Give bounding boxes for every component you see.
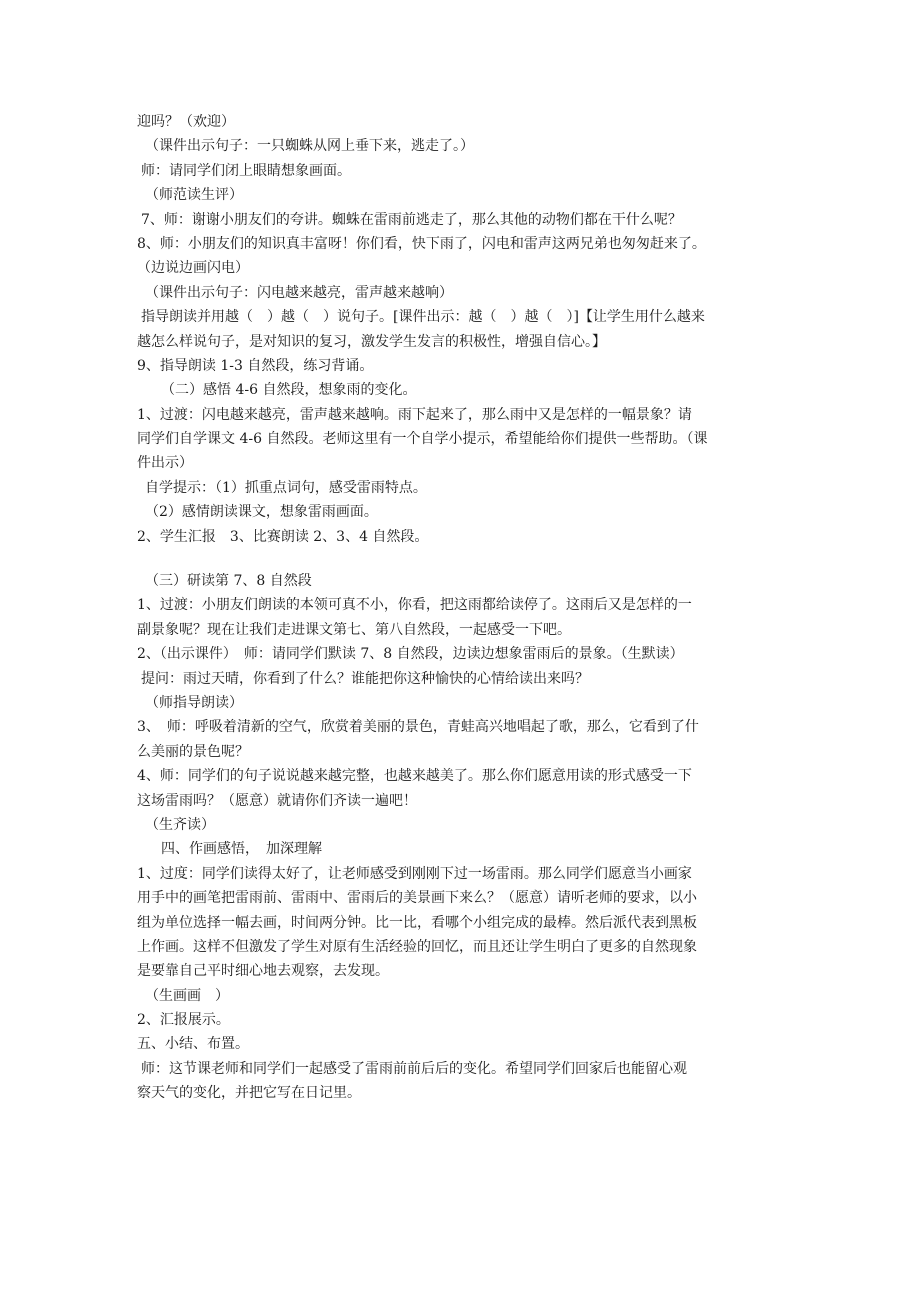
section-heading: （二）感悟 4-6 自然段，想象雨的变化。: [161, 382, 417, 399]
text-line: 组为单位选择一幅去画，时间两分钟。比一比，看哪个小组完成的最棒。然后派代表到黑板: [137, 914, 697, 931]
text-line: （2）感情朗读课文，想象雷雨画面。: [145, 504, 378, 521]
text-line: 提问：雨过天晴，你看到了什么？谁能把你这种愉快的心情给读出来吗？: [141, 670, 589, 687]
text-line: 8、师：小朋友们的知识真丰富呀！你们看，快下雨了，闪电和雷声这两兄弟也匆匆赶来了。: [137, 235, 706, 252]
text-line: 7、师：谢谢小朋友们的夸讲。蜘蛛在雷雨前逃走了，那么其他的动物们都在干什么呢？: [141, 211, 682, 228]
text-line: （边说边画闪电）: [137, 260, 249, 277]
text-line: （生画画 ）: [145, 987, 229, 1004]
text-line: 察天气的变化，并把它写在日记里。: [137, 1085, 361, 1102]
text-line: 1、过渡：闪电越来越亮，雷声越来越响。雨下起来了，那么雨中又是怎样的一幅景象？请: [137, 406, 692, 423]
text-line: （生齐读）: [145, 816, 215, 833]
text-line: 1、过度：同学们读得太好了，让老师感受到刚刚下过一场雷雨。那么同学们愿意当小画家: [137, 865, 692, 882]
section-heading: （三）研读第 7、8 自然段: [145, 573, 312, 590]
text-line: 上作画。这样不但激发了学生对原有生活经验的回忆，而且还让学生明白了更多的自然现象: [137, 938, 697, 955]
text-line: 师：请同学们闭上眼睛想象画面。: [141, 162, 351, 179]
text-line: 副景象呢？现在让我们走进课文第七、第八自然段，一起感受一下吧。: [137, 621, 571, 638]
text-line: 件出示）: [137, 455, 193, 472]
text-line: 是要靠自己平时细心地去观察，去发现。: [137, 963, 389, 980]
text-line: （课件出示句子：一只蜘蛛从网上垂下来，逃走了。）: [145, 138, 474, 155]
text-line: 师：这节课老师和同学们一起感受了雷雨前前后后的变化。希望同学们回家后也能留心观: [141, 1060, 687, 1077]
text-line: 3、 师：呼吸着清新的空气，欣赏着美丽的景色，青蛙高兴地唱起了歌，那么，它看到了什: [137, 719, 699, 736]
section-heading: 五、小结、布置。: [137, 1036, 249, 1053]
text-line: （课件出示句子：闪电越来越亮，雷声越来越响）: [145, 284, 453, 301]
section-heading: 四、作画感悟， 加深理解: [161, 841, 322, 858]
text-line: 这场雷雨吗？（愿意）就请你们齐读一遍吧！: [137, 792, 417, 809]
text-line: 么美丽的景色呢？: [137, 743, 249, 760]
text-line: 指导朗读并用越（ ）越（ ）说句子。[课件出示：越（ ）越（ ）]【让学生用什么越来: [141, 309, 705, 326]
text-line: 2、汇报展示。: [137, 1012, 230, 1029]
text-line: 自学提示：（1）抓重点词句，感受雷雨特点。: [145, 479, 427, 496]
text-line: （师范读生评）: [145, 187, 243, 204]
text-line: 用手中的画笔把雷雨前、雷雨中、雷雨后的美景画下来么？（愿意）请听老师的要求，以小: [137, 890, 697, 907]
text-line: 同学们自学课文 4-6 自然段。老师这里有一个自学小提示，希望能给你们提供一些帮助。（课: [137, 431, 708, 448]
text-line: 越怎么样说句子，是对知识的复习，激发学生发言的积极性，增强自信心。】: [137, 333, 606, 350]
text-line: 2、学生汇报 3、比赛朗读 2、3、4 自然段。: [137, 528, 429, 545]
paragraph-gap: [137, 549, 800, 569]
text-line: 1、过渡：小朋友们朗读的本领可真不小，你看，把这雨都给读停了。这雨后又是怎样的一: [137, 597, 692, 614]
text-line: （师指导朗读）: [145, 694, 243, 711]
text-line: 4、师：同学们的句子说说越来越完整，也越来越美了。那么你们愿意用读的形式感受一下: [137, 768, 692, 785]
text-line: 2、（出示课件） 师：请同学们默读 7、8 自然段，边读边想象雷雨后的景象。（生默读）: [137, 646, 684, 663]
text-line: 9、指导朗读 1-3 自然段，练习背诵。: [137, 357, 374, 374]
text-line: 迎吗？（欢迎）: [137, 114, 235, 130]
